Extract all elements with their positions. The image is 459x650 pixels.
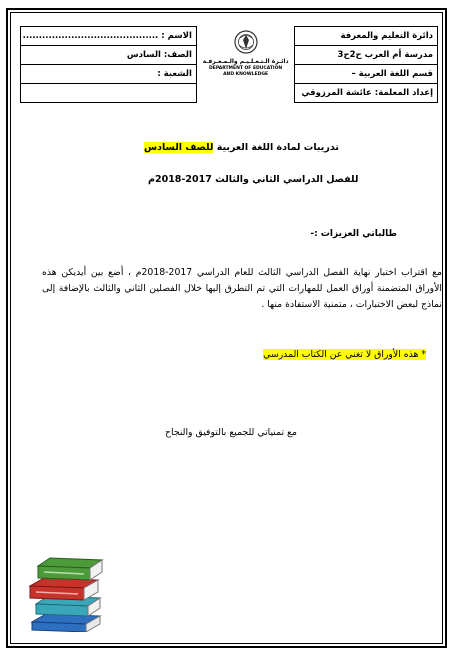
title-grade-highlight: للصف السادس xyxy=(144,142,214,153)
intro-paragraph: مع اقتراب اختبار نهاية الفصل الدراسي الثالث للعام الدراسي 2017-2018م ، أضع بين أيديكن هذه الأوراق المتضمنة أوراق العمل للمهارات التي تم التطرق إليها خلال الفصلين الثاني والثالث بالإضافة إلى نماذج لبعض الاختبارات ، متمنية الاستفادة منها . xyxy=(42,267,442,310)
logo-arabic-text: دائـرة الـتـعـلـيـم والـمـعـرفـة xyxy=(202,57,289,65)
greeting: طالباتي العزيزات :- xyxy=(310,229,397,239)
grade-field: الصف: السادس xyxy=(21,46,197,65)
page-title-line2: للفصل الدراسي الثاني والثالث 2017-2018م xyxy=(148,174,359,185)
name-label: الاسم : xyxy=(161,31,192,41)
logo-english-line2: AND KNOWLEDGE xyxy=(223,71,269,77)
emblem-icon xyxy=(231,29,261,55)
logo-english-line1: DEPARTMENT OF EDUCATION xyxy=(209,65,283,71)
note-highlight xyxy=(263,349,426,360)
student-name-field xyxy=(21,27,197,46)
name-dots: .......................................... xyxy=(22,31,159,41)
header-teacher: إعداد المعلمة: عائشة المرزوقي xyxy=(295,84,438,103)
title-prefix: تدريبات لمادة اللغة العربية xyxy=(213,142,339,153)
header-table xyxy=(20,26,438,103)
header-section-dept: قسم اللغة العربية – xyxy=(295,65,438,84)
page-title-line1 xyxy=(144,142,339,153)
books-stack-icon xyxy=(26,546,106,632)
ministry-logo xyxy=(196,27,294,103)
class-section-field: الشعبة : xyxy=(21,65,197,84)
header-school: مدرسة أم العرب ح2ح3 xyxy=(295,46,438,65)
note-text: * هذه الأوراق لا تغني عن الكتاب المدرسي xyxy=(263,349,426,360)
header-department: دائرة التعليم والمعرفة xyxy=(295,27,438,46)
header-empty-cell xyxy=(21,84,197,103)
closing-line: مع تمنياتي للجميع بالتوفيق والنجاح xyxy=(165,427,297,438)
